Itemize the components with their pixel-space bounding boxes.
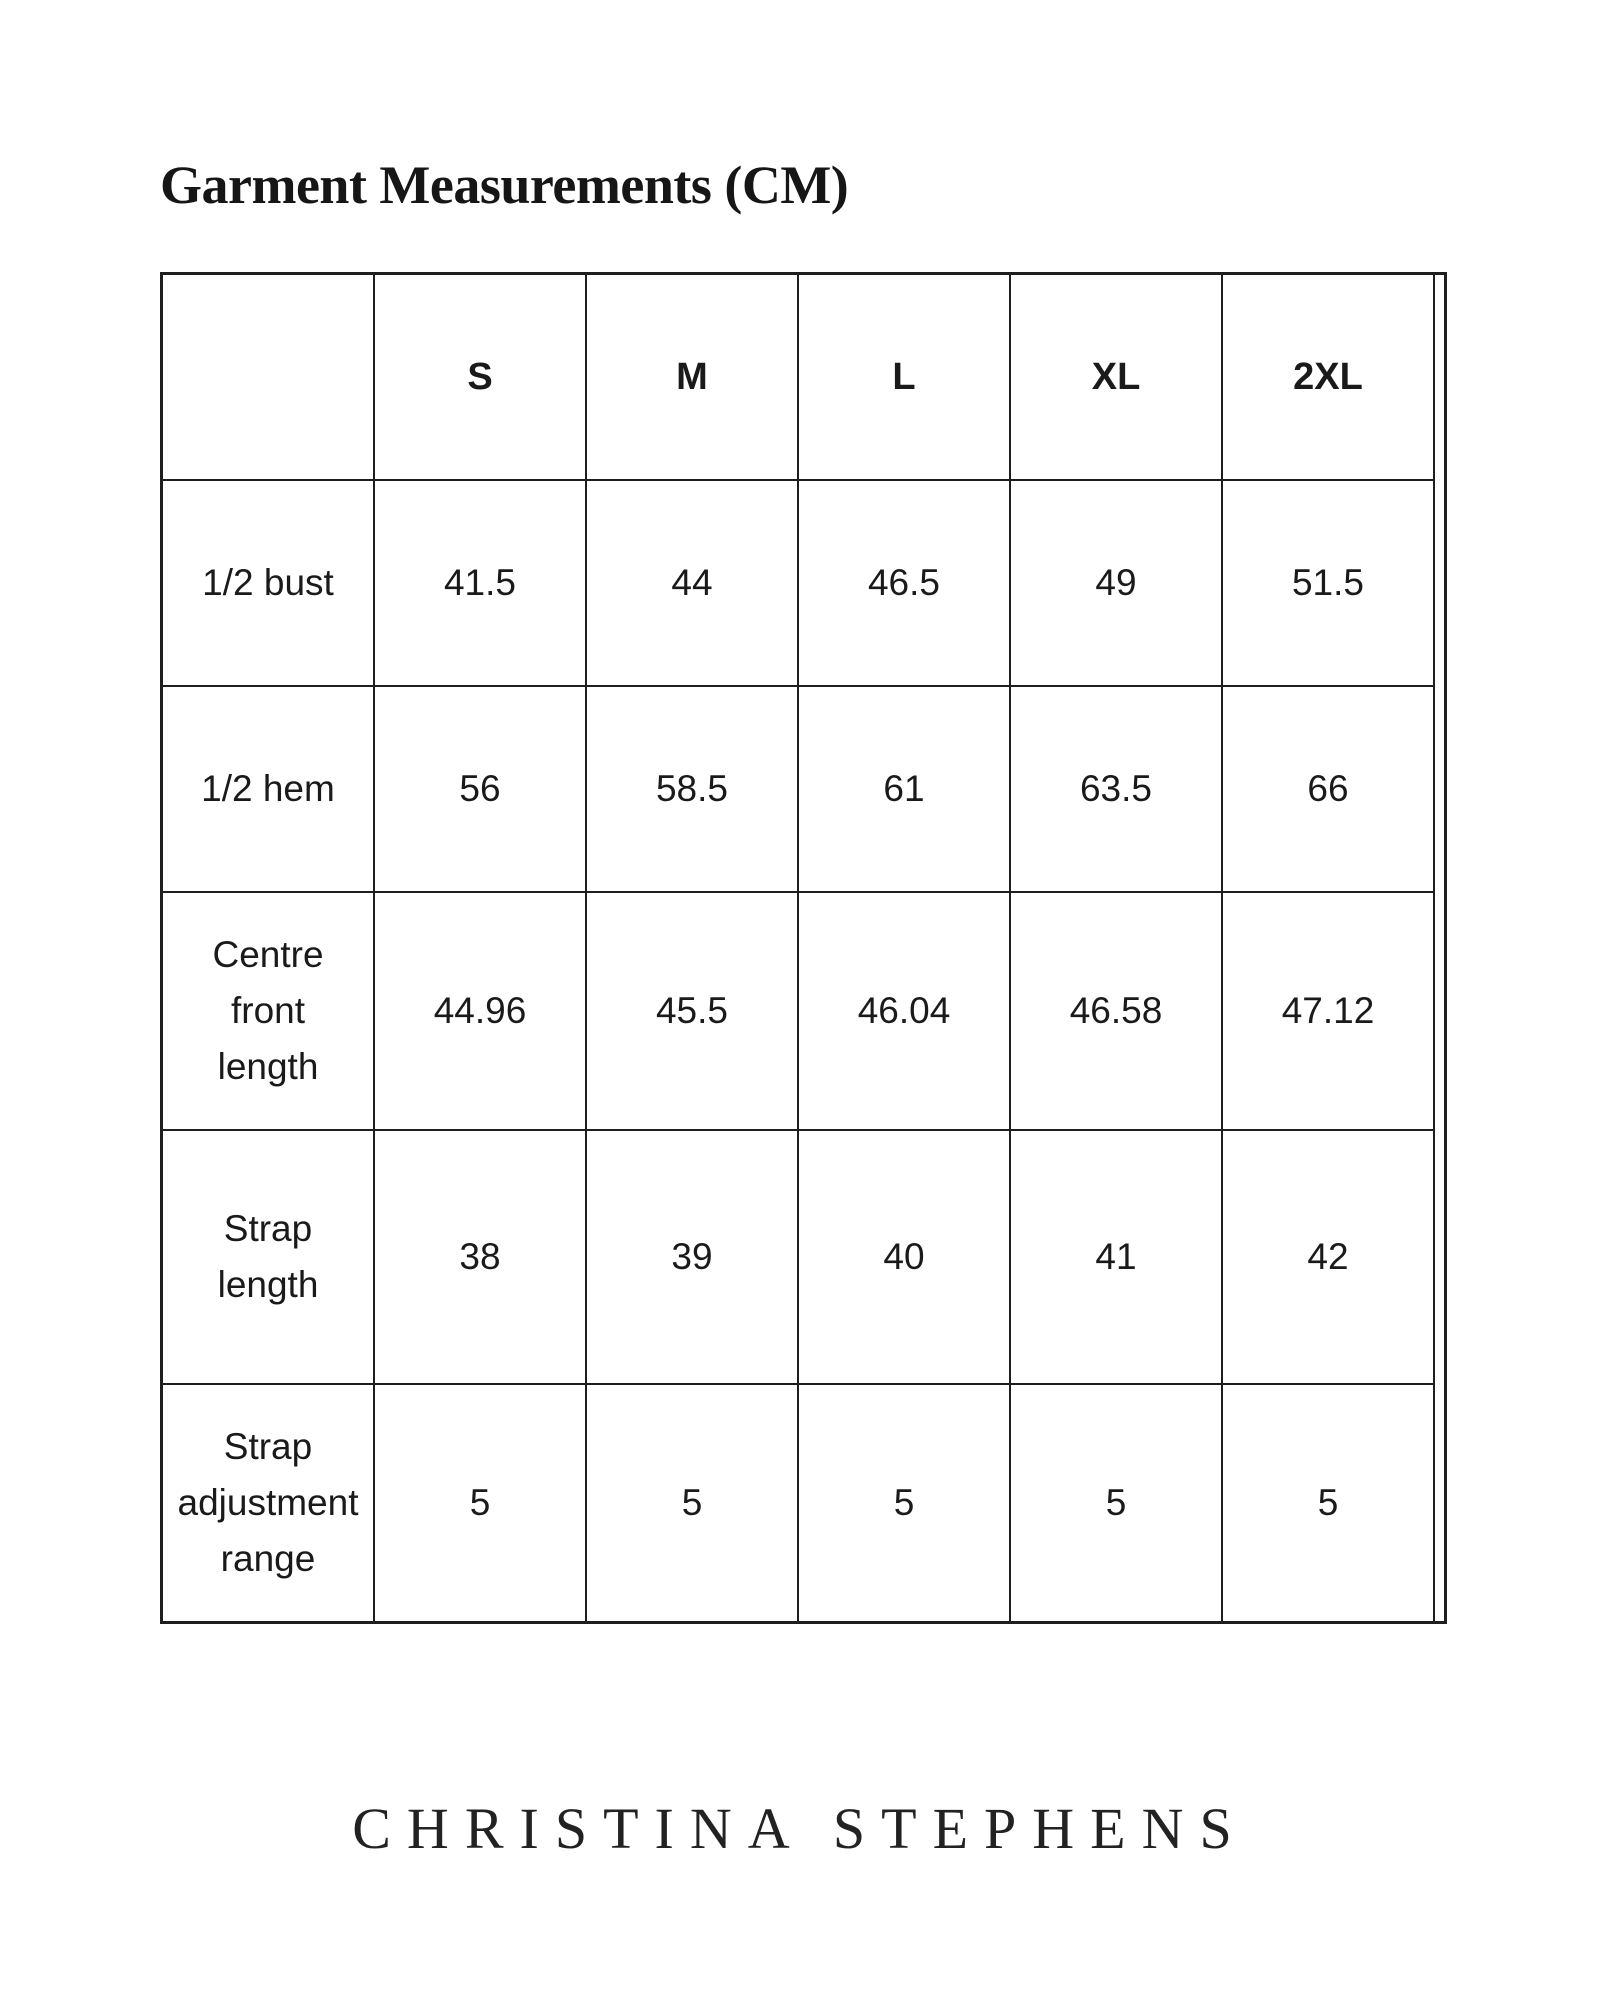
table-cell: 41.5 bbox=[374, 480, 586, 686]
table-row bbox=[162, 1130, 1434, 1384]
table-row bbox=[162, 480, 1434, 686]
table-cell: 39 bbox=[586, 1130, 798, 1384]
table-cell: 5 bbox=[1010, 1384, 1222, 1622]
table-cell: 66 bbox=[1222, 686, 1434, 892]
table-cell: 5 bbox=[374, 1384, 586, 1622]
row-label-hem: 1/2 hem bbox=[162, 686, 374, 892]
brand-wordmark: CHRISTINA STEPHENS bbox=[352, 1796, 1248, 1861]
table-cell: 44 bbox=[586, 480, 798, 686]
table-cell: 38 bbox=[374, 1130, 586, 1384]
column-header-m: M bbox=[586, 274, 798, 480]
row-label-bust: 1/2 bust bbox=[162, 480, 374, 686]
column-header-l: L bbox=[798, 274, 1010, 480]
table-cell: 5 bbox=[1222, 1384, 1434, 1622]
column-header-2xl: 2XL bbox=[1222, 274, 1434, 480]
table-cell: 45.5 bbox=[586, 892, 798, 1130]
table-header-row bbox=[162, 274, 1434, 480]
row-label-strap-length: Strap length bbox=[162, 1130, 374, 1384]
table-cell: 42 bbox=[1222, 1130, 1434, 1384]
table-cell: 49 bbox=[1010, 480, 1222, 686]
table-cell: 46.5 bbox=[798, 480, 1010, 686]
table-cell: 5 bbox=[798, 1384, 1010, 1622]
table-cell: 46.58 bbox=[1010, 892, 1222, 1130]
table-row bbox=[162, 686, 1434, 892]
table-cell: 5 bbox=[586, 1384, 798, 1622]
table-cell: 61 bbox=[798, 686, 1010, 892]
table-row bbox=[162, 1384, 1434, 1622]
page-title: Garment Measurements (CM) bbox=[160, 155, 849, 215]
column-header-xl: XL bbox=[1010, 274, 1222, 480]
table-cell: 56 bbox=[374, 686, 586, 892]
column-header-s: S bbox=[374, 274, 586, 480]
measurements-table bbox=[161, 273, 1435, 1623]
table-cell: 63.5 bbox=[1010, 686, 1222, 892]
table-cell: 41 bbox=[1010, 1130, 1222, 1384]
table-cell: 46.04 bbox=[798, 892, 1010, 1130]
table-cell: 40 bbox=[798, 1130, 1010, 1384]
table-cell: 51.5 bbox=[1222, 480, 1434, 686]
table-row bbox=[162, 892, 1434, 1130]
corner-cell bbox=[162, 274, 374, 480]
row-label-centre-front-length: Centre front length bbox=[162, 892, 374, 1130]
table-cell: 58.5 bbox=[586, 686, 798, 892]
table-cell: 47.12 bbox=[1222, 892, 1434, 1130]
row-label-strap-adjustment-range: Strap adjustment range bbox=[162, 1384, 374, 1622]
table-cell: 44.96 bbox=[374, 892, 586, 1130]
